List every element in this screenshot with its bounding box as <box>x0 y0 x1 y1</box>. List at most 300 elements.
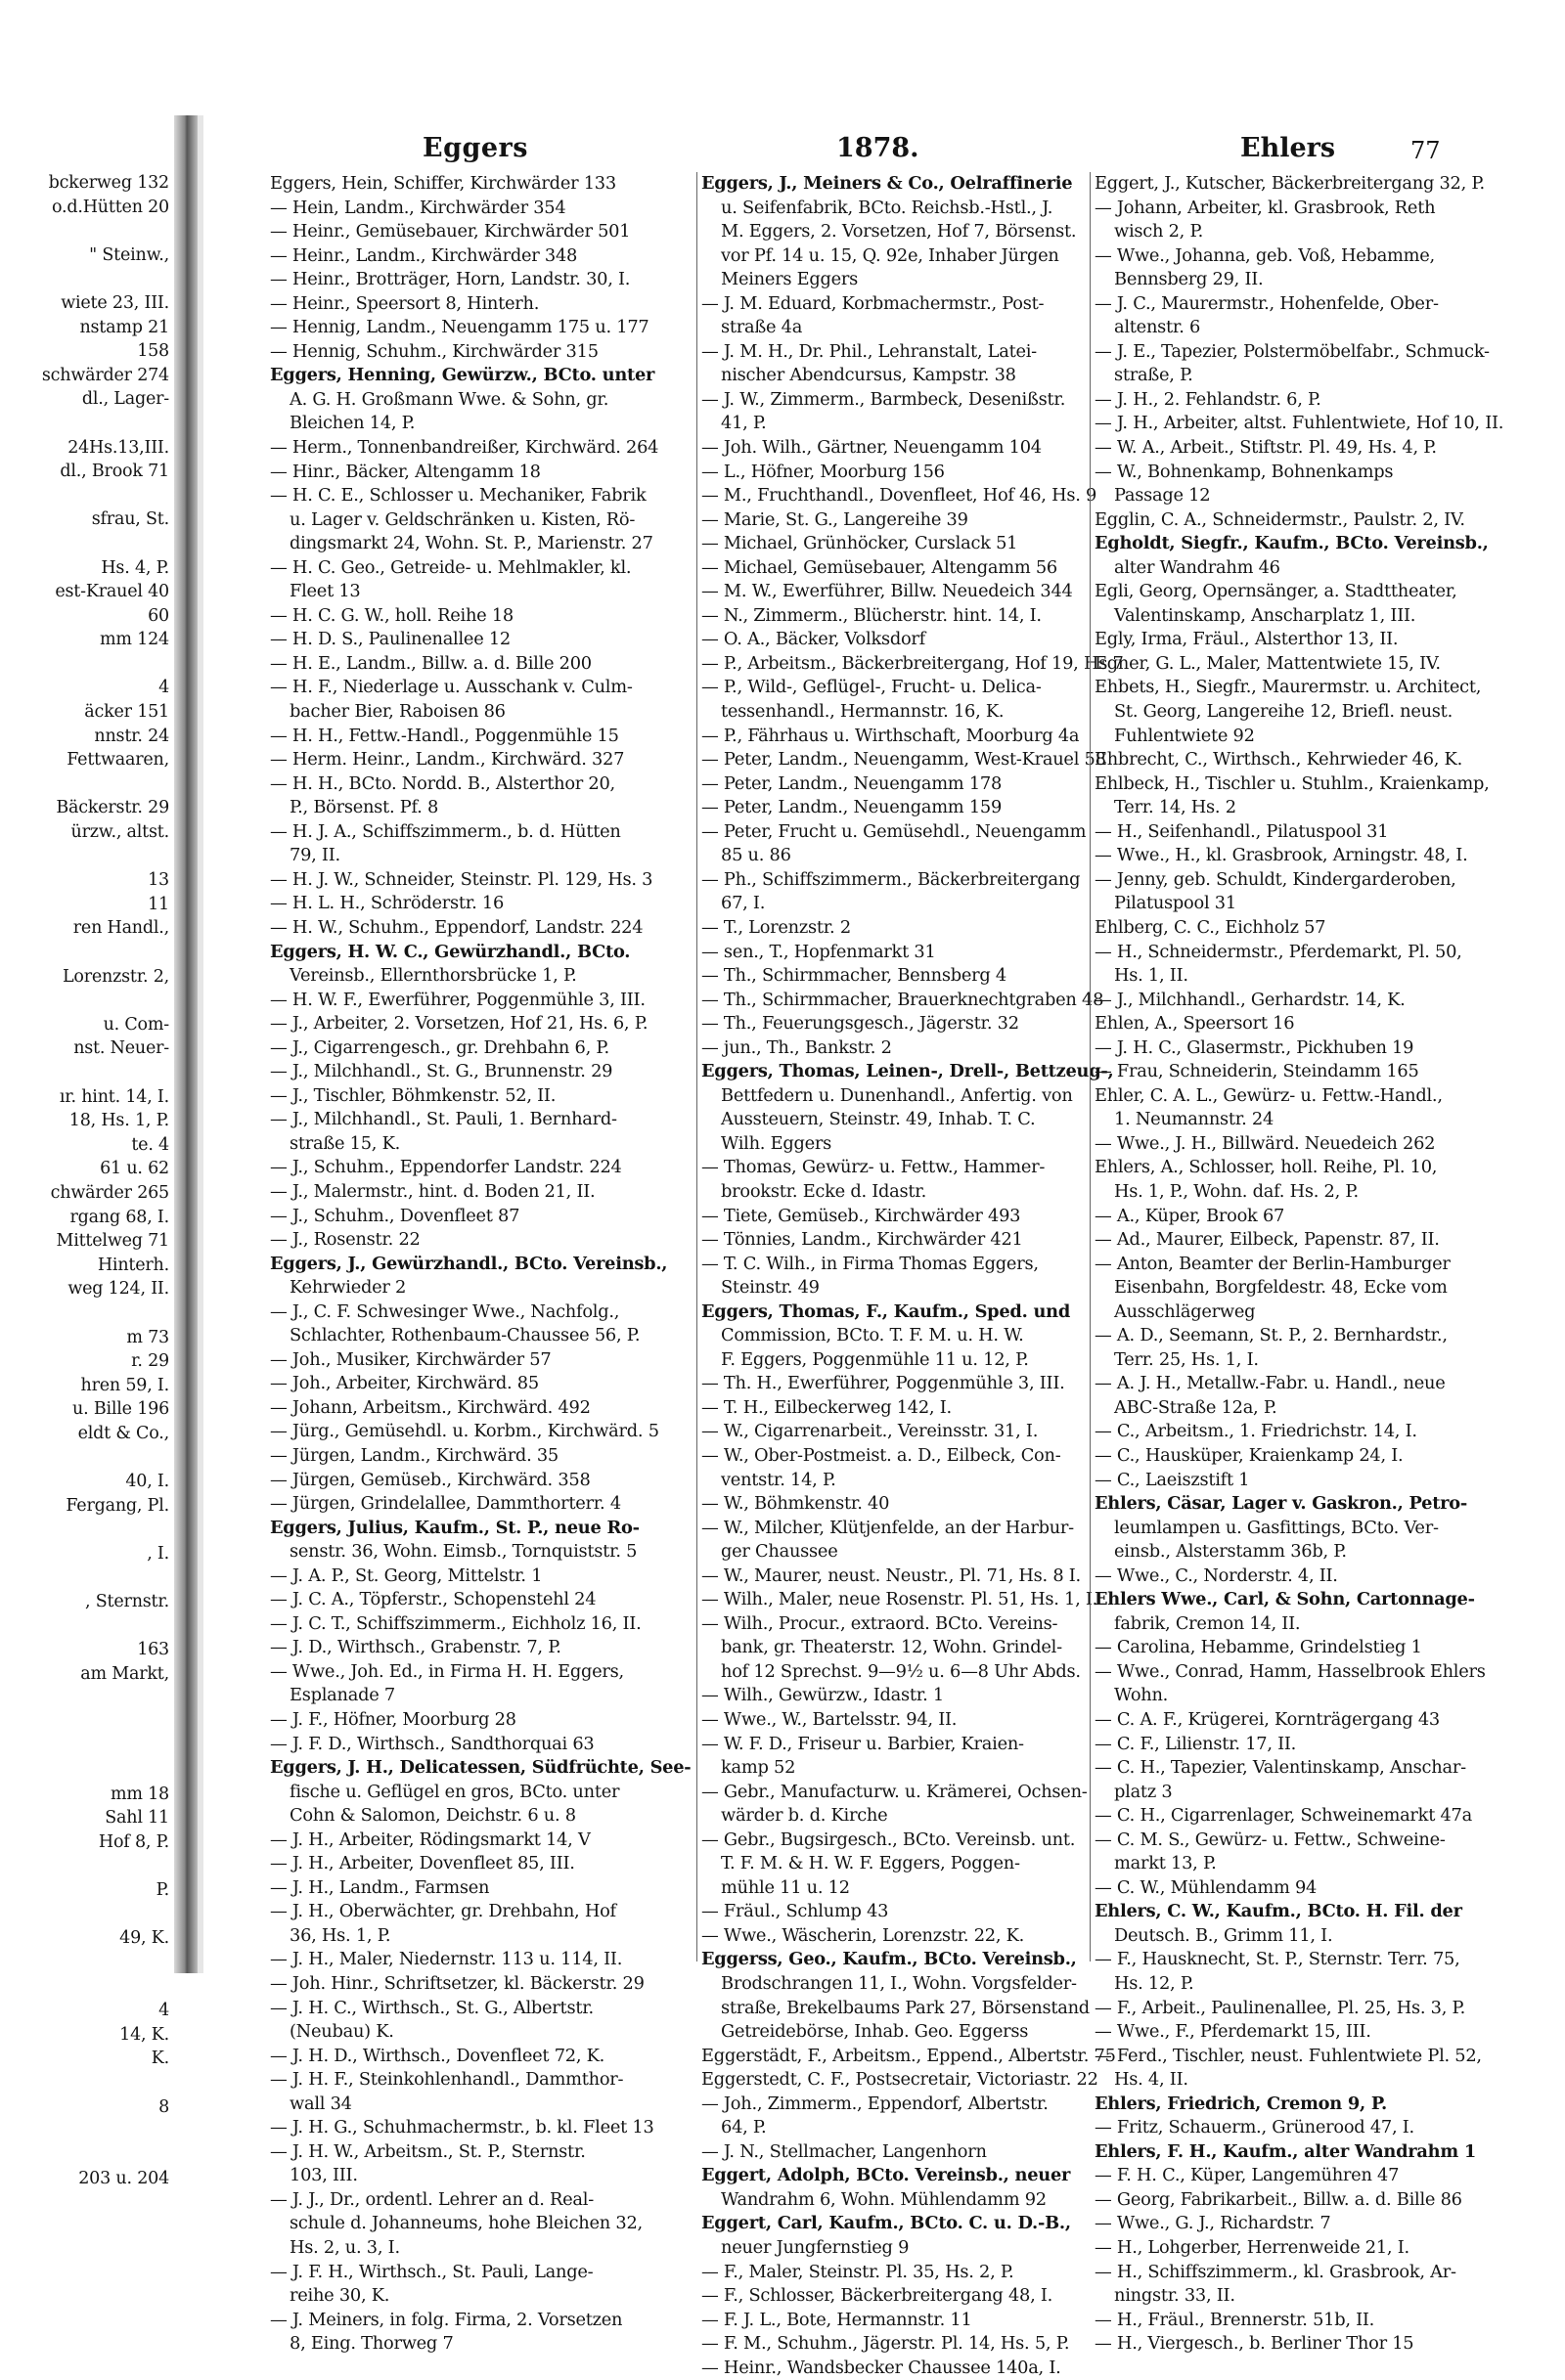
directory-column-3 <box>1090 172 1504 2355</box>
left-fragment-line <box>0 1710 171 1735</box>
directory-entry-line: — Herm., Tonnenbandreißer, Kirchwärd. 264 <box>270 437 659 459</box>
directory-entry-line: — Heinr., Gemüsebauer, Kirchwärder 501 <box>270 221 631 242</box>
directory-entry-line: — Joh. Wilh., Gärtner, Neuengamm 104 <box>701 437 1042 459</box>
left-fragment-line <box>0 2071 171 2095</box>
left-fragment-line <box>0 1975 171 2000</box>
directory-entry-line: — W., Maurer, neust. Neustr., Pl. 71, Hs. 8 I. <box>701 1565 1081 1586</box>
directory-entry-line: Hs. 2, u. 3, I. <box>290 2237 400 2259</box>
directory-entry-line: — Heinr., Wandsbecker Chaussee 140a, I. <box>701 2357 1061 2378</box>
left-fragment-line: Hinterh. <box>97 1255 169 1275</box>
directory-entry-line: straße, Brekelbaums Park 27, Börsenstand <box>721 1997 1090 2018</box>
directory-entry-line: mühle 11 u. 12 <box>721 1876 850 1898</box>
directory-entry-line: St. Georg, Langereihe 12, Briefl. neust. <box>1114 701 1453 723</box>
left-page-fragment <box>0 171 171 2189</box>
directory-entry-line: — Marie, St. G., Langereihe 39 <box>701 508 968 530</box>
directory-entry-line: u. Lager v. Geldschränken u. Kisten, Rö- <box>290 508 636 530</box>
left-fragment-line: te. 4 <box>131 1134 169 1155</box>
directory-entry-line: Hs. 12, P. <box>1114 1973 1194 1995</box>
directory-entry-line: T. F. M. & H. W. F. Eggers, Poggen- <box>721 1853 1020 1874</box>
directory-entry-line: — Joh., Musiker, Kirchwärder 57 <box>270 1348 552 1370</box>
directory-entry-line: — H. H., Fettw.-Handl., Poggenmühle 15 <box>270 725 619 746</box>
directory-entry-heading: Eggerss, Geo., Kaufm., BCto. Vereinsb., <box>701 1949 1077 1970</box>
directory-entry-line: — Hennig, Schuhm., Kirchwärder 315 <box>270 340 599 362</box>
directory-entry-line: — Jürgen, Landm., Kirchwärd. 35 <box>270 1444 559 1466</box>
directory-entry-line: Ehlbeck, H., Tischler u. Stuhlm., Kraienkamp, <box>1095 772 1490 794</box>
directory-entry-line: — J. A. P., St. Georg, Mittelstr. 1 <box>270 1565 543 1586</box>
directory-entry-line: F. Eggers, Poggenmühle 11 u. 12, P. <box>721 1348 1029 1370</box>
directory-entry-line: 41, P. <box>721 413 767 434</box>
directory-entry-line: (Neubau) K. <box>290 2021 394 2043</box>
left-fragment-line <box>0 989 171 1013</box>
directory-entry-line: P., Börsenst. Pf. 8 <box>290 797 439 818</box>
directory-entry-line: — Wwe., W., Bartelsstr. 94, II. <box>701 1709 958 1730</box>
directory-entry-line: — F., Maler, Steinstr. Pl. 35, Hs. 2, P. <box>701 2261 1014 2282</box>
directory-entry-line: — Joh., Zimmerm., Eppendorf, Albertstr. <box>701 2093 1049 2114</box>
directory-entry-line: — Th. H., Ewerführer, Poggenmühle 3, III. <box>701 1373 1065 1394</box>
directory-entry-line: — J. H., 2. Fehlandstr. 6, P. <box>1095 388 1321 410</box>
directory-entry-line: platz 3 <box>1114 1781 1173 1802</box>
directory-entry-line: — P., Wild-, Geflügel-, Frucht- u. Delica- <box>701 677 1042 698</box>
directory-entry-line: — H. C. E., Schlosser u. Mechaniker, Fabrik <box>270 485 647 507</box>
directory-entry-line: Bettfedern u. Dunenhandl., Anfertig. von <box>721 1084 1073 1106</box>
left-fragment-line <box>0 1903 171 1927</box>
directory-entry-line: — J., Arbeiter, 2. Vorsetzen, Hof 21, Hs. 6, P. <box>270 1013 648 1035</box>
left-fragment-line: nst. Neuer- <box>73 1038 169 1059</box>
directory-entry-heading: Eggers, Thomas, Leinen-, Drell-, Bettzeug-, <box>701 1061 1114 1082</box>
left-fragment-line: 61 u. 62 <box>100 1159 169 1179</box>
directory-entry-heading: Ehlers, Friedrich, Cremon 9, P. <box>1095 2093 1387 2114</box>
directory-entry-line: — jun., Th., Bankstr. 2 <box>701 1036 892 1058</box>
directory-entry-line: Vereinsb., Ellernthorsbrücke 1, P. <box>290 965 577 987</box>
left-fragment-line: , I. <box>147 1543 169 1564</box>
directory-entry-line: Bleichen 14, P. <box>290 413 416 434</box>
directory-entry-line: Ehlers, A., Schlosser, holl. Reihe, Pl. 10, <box>1095 1157 1438 1178</box>
directory-entry-line: — P., Arbeitsm., Bäckerbreitergang, Hof 19, Hs 7 <box>701 652 1124 674</box>
directory-entry-line: einsb., Alsterstamm 36b, P. <box>1114 1541 1347 1563</box>
directory-entry-line: — C., Laeiszstift 1 <box>1095 1469 1250 1490</box>
directory-entry-line: dingsmarkt 24, Wohn. St. P., Marienstr. 27 <box>290 533 653 554</box>
left-fragment-line: Mittelweg 71 <box>56 1231 169 1252</box>
directory-entry-line: — M., Fruchthandl., Dovenfleet, Hof 46, Hs. 9 <box>701 485 1097 507</box>
directory-entry-line: — Tiete, Gemüseb., Kirchwärder 493 <box>701 1205 1021 1226</box>
running-head-left: Eggers <box>423 133 528 163</box>
directory-entry-line: — H., Schneidermstr., Pferdemarkt, Pl. 50, <box>1095 941 1462 962</box>
directory-entry-line: — Anton, Beamter der Berlin-Hamburger <box>1095 1253 1451 1274</box>
left-fragment-line: m 73 <box>126 1327 169 1347</box>
directory-entry-line: — C. F., Lilienstr. 17, II. <box>1095 1733 1297 1754</box>
directory-entry-line: 85 u. 86 <box>721 845 791 866</box>
directory-entry-line: — Hennig, Landm., Neuengamm 175 u. 177 <box>270 317 649 338</box>
directory-entry-line: Getreidebörse, Inhab. Geo. Eggerss <box>721 2021 1029 2043</box>
directory-entry-line: — W. A., Arbeit., Stiftstr. Pl. 49, Hs. 4, P. <box>1095 437 1437 459</box>
left-fragment-line: ren Handl., <box>72 918 169 939</box>
directory-entry-heading: Eggert, Carl, Kaufm., BCto. C. u. D.-B., <box>701 2213 1071 2234</box>
directory-entry-line: — J. C. A., Töpferstr., Schopenstehl 24 <box>270 1589 597 1610</box>
directory-entry-heading: Eggers, J., Gewürzhandl., BCto. Vereinsb., <box>270 1253 668 1274</box>
directory-entry-line: — H., Schiffszimmerm., kl. Grasbrook, Ar- <box>1095 2261 1456 2282</box>
directory-entry-line: fische u. Geflügel en gros, BCto. unter <box>290 1781 620 1802</box>
directory-entry-line: — Fräul., Schlump 43 <box>701 1901 889 1922</box>
directory-entry-line: — C. H., Cigarrenlager, Schweinemarkt 47a <box>1095 1805 1472 1827</box>
directory-entry-line: Hs. 4, II. <box>1114 2069 1188 2091</box>
directory-entry-line: — Th., Schirmmacher, Brauerknechtgraben 48 <box>701 989 1104 1010</box>
directory-entry-line: Ehlen, A., Speersort 16 <box>1095 1013 1295 1035</box>
directory-entry-line: straße 15, K. <box>290 1132 401 1154</box>
directory-entry-line: alter Wandrahm 46 <box>1114 556 1280 578</box>
directory-entry-line: — Wwe., G. J., Richardstr. 7 <box>1095 2213 1331 2234</box>
directory-entry-line: — H. H., BCto. Nordd. B., Alsterthor 20, <box>270 772 615 794</box>
directory-entry-line: — J. H. D., Wirthsch., Dovenfleet 72, K. <box>270 2045 605 2066</box>
directory-entry-heading: Eggers, H. W. C., Gewürzhandl., BCto. <box>270 941 631 962</box>
left-fragment-line: est-Krauel 40 <box>55 582 169 602</box>
left-fragment-line: ürzw., altst. <box>70 822 169 843</box>
left-fragment-line: wiete 23, III. <box>61 292 169 313</box>
directory-entry-heading: Egholdt, Siegfr., Kaufm., BCto. Vereinsb., <box>1095 533 1489 554</box>
left-fragment-line: schwärder 274 <box>41 365 169 385</box>
directory-entry-line: — F. M., Schuhm., Jägerstr. Pl. 14, Hs. 5, P. <box>701 2333 1070 2355</box>
directory-entry-line: Ehbrecht, C., Wirthsch., Kehrwieder 46, K. <box>1095 749 1462 771</box>
directory-entry-line: — Tönnies, Landm., Kirchwärder 421 <box>701 1229 1023 1251</box>
left-fragment-line: 60 <box>148 605 169 626</box>
directory-entry-line: vor Pf. 14 u. 15, Q. 92e, Inhaber Jürgen <box>721 244 1059 266</box>
left-fragment-line <box>0 1735 171 1759</box>
left-fragment-line: dl., Lager- <box>81 389 169 410</box>
left-fragment-line <box>0 1686 171 1710</box>
left-fragment-line: nnstr. 24 <box>94 726 169 746</box>
directory-entry-line: — L., Höfner, Moorburg 156 <box>701 461 945 482</box>
directory-column-1 <box>270 172 693 2355</box>
directory-entry-line: Egly, Irma, Fräul., Alsterthor 13, II. <box>1095 629 1399 650</box>
directory-entry-line: — C. M. S., Gewürz- u. Fettw., Schweine- <box>1095 1829 1446 1850</box>
directory-entry-line: — Herm. Heinr., Landm., Kirchwärd. 327 <box>270 749 625 771</box>
directory-entry-line: Eisenbahn, Borgfeldestr. 48, Ecke vom <box>1114 1277 1448 1299</box>
left-fragment-line: dl., Brook 71 <box>60 462 169 482</box>
directory-entry-line: — Wwe., F., Pferdemarkt 15, III. <box>1095 2021 1371 2043</box>
left-fragment-line: Lorenzstr. 2, <box>62 966 169 987</box>
left-fragment-line <box>0 1614 171 1639</box>
directory-entry-line: — J. H., Oberwächter, gr. Drehbahn, Hof <box>270 1901 616 1922</box>
directory-entry-line: Fuhlentwiete 92 <box>1114 725 1255 746</box>
directory-entry-line: — Jürgen, Grindelallee, Dammthorterr. 4 <box>270 1493 621 1515</box>
left-fragment-line: hren 59, I. <box>80 1375 169 1395</box>
directory-entry-line: — Wwe., H., kl. Grasbrook, Arningstr. 48, I. <box>1095 845 1468 866</box>
directory-entry-line: Kehrwieder 2 <box>290 1277 407 1299</box>
left-fragment-line: 203 u. 204 <box>78 2169 169 2189</box>
directory-entry-line: Commission, BCto. T. F. M. u. H. W. <box>721 1325 1024 1346</box>
left-fragment-line: u. Com- <box>103 1014 169 1035</box>
directory-entry-line: — C. H., Tapezier, Valentinskamp, Anschar- <box>1095 1757 1466 1779</box>
directory-entry-line: — Jenny, geb. Schuldt, Kindergarderoben, <box>1095 868 1456 890</box>
directory-entry-line: — Joh. Hinr., Schriftsetzer, kl. Bäckerstr. 29 <box>270 1973 645 1995</box>
directory-entry-line: ventstr. 14, P. <box>721 1469 836 1490</box>
directory-entry-line: — Johann, Arbeitsm., Kirchwärd. 492 <box>270 1396 591 1418</box>
directory-entry-line: M. Eggers, 2. Vorsetzen, Hof 7, Börsenst. <box>721 221 1077 242</box>
directory-entry-line: wall 34 <box>290 2093 352 2114</box>
directory-entry-line: ger Chaussee <box>721 1541 838 1563</box>
directory-entry-line: — F., Arbeit., Paulinenallee, Pl. 25, Hs. 3, P. <box>1095 1997 1466 2018</box>
directory-entry-line: — W. F. D., Friseur u. Barbier, Kraien- <box>701 1733 1024 1754</box>
directory-entry-line: — H. J. W., Schneider, Steinstr. Pl. 129, Hs. 3 <box>270 868 653 890</box>
left-fragment-line: mm 18 <box>110 1784 169 1804</box>
directory-entry-line: — J., C. F. Schwesinger Wwe., Nachfolg., <box>270 1300 620 1322</box>
left-fragment-line: äcker 151 <box>84 702 169 723</box>
directory-entry-line: A. G. H. Großmann Wwe. & Sohn, gr. <box>290 388 609 410</box>
directory-entry-line: — J. D., Wirthsch., Grabenstr. 7, P. <box>270 1637 561 1658</box>
directory-entry-line: — Wwe., Conrad, Hamm, Hasselbrook Ehlers <box>1095 1660 1486 1682</box>
left-fragment-line <box>0 1445 171 1470</box>
directory-entry-line: — J., Malermstr., hint. d. Boden 21, II. <box>270 1180 596 1202</box>
running-head-year: 1878. <box>836 133 919 163</box>
directory-entry-line: — J. H., Arbeiter, altst. Fuhlentwiete, Hof 10, II. <box>1095 413 1504 434</box>
directory-entry-line: Eggers, Hein, Schiffer, Kirchwärder 133 <box>270 173 616 194</box>
directory-entry-line: — H., Lohgerber, Herrenweide 21, I. <box>1095 2237 1409 2259</box>
directory-entry-line: Valentinskamp, Anscharplatz 1, III. <box>1114 604 1416 626</box>
directory-entry-line: — F., Hausknecht, St. P., Sternstr. Terr. 75, <box>1095 1949 1460 1970</box>
directory-entry-heading: Eggert, Adolph, BCto. Vereinsb., neuer <box>701 2165 1071 2186</box>
directory-entry-line: Fleet 13 <box>290 581 361 602</box>
left-fragment-line: bckerweg 132 <box>48 173 169 193</box>
left-fragment-line: , Sternstr. <box>85 1592 169 1612</box>
directory-entry-line: — W., Cigarrenarbeit., Vereinsstr. 31, I. <box>701 1421 1039 1442</box>
directory-entry-heading: Eggers, Henning, Gewürzw., BCto. unter <box>270 365 655 386</box>
left-fragment-line: Fettwaaren, <box>67 750 169 771</box>
directory-entry-line: — Wwe., C., Norderstr. 4, II. <box>1095 1565 1338 1586</box>
left-fragment-line: 158 <box>137 341 169 362</box>
directory-entry-line: — Peter, Landm., Neuengamm 178 <box>701 772 1003 794</box>
directory-entry-line: — W., Böhmkenstr. 40 <box>701 1493 890 1515</box>
directory-entry-line: — J. E., Tapezier, Polstermöbelfabr., Schmuck- <box>1095 340 1490 362</box>
directory-entry-line: tessenhandl., Hermannstr. 16, K. <box>721 701 1005 723</box>
directory-entry-line: — Jürgen, Gemüseb., Kirchwärd. 358 <box>270 1469 591 1490</box>
directory-entry-line: — W., Bohnenkamp, Bohnenkamps <box>1095 461 1394 482</box>
directory-entry-line: — H. W. F., Ewerführer, Poggenmühle 3, III. <box>270 989 646 1010</box>
directory-entry-line: — Michael, Gemüsebauer, Altengamm 56 <box>701 556 1057 578</box>
left-fragment-line: o.d.Hütten 20 <box>51 197 169 217</box>
directory-entry-line: — Wwe., Joh. Ed., in Firma H. H. Eggers, <box>270 1660 624 1682</box>
directory-entry-line: — T., Lorenzstr. 2 <box>701 916 851 938</box>
directory-entry-line: straße 4a <box>721 317 803 338</box>
directory-entry-line: nischer Abendcursus, Kampstr. 38 <box>721 365 1016 386</box>
directory-entry-line: — J., Milchhandl., St. G., Brunnenstr. 29 <box>270 1061 613 1082</box>
directory-entry-line: — Gebr., Manufacturw. u. Krämerei, Ochsen- <box>701 1781 1088 1802</box>
directory-entry-line: hof 12 Sprechst. 9—9½ u. 6—8 Uhr Abds. <box>721 1660 1081 1682</box>
directory-entry-line: — H., Viergesch., b. Berliner Thor 15 <box>1095 2333 1414 2355</box>
directory-entry-heading: Ehlers Wwe., Carl, & Sohn, Cartonnage- <box>1095 1589 1475 1610</box>
left-fragment-line: Fergang, Pl. <box>66 1495 169 1516</box>
left-fragment-line: u. Bille 196 <box>72 1399 169 1420</box>
directory-entry-line: — H. E., Landm., Billw. a. d. Bille 200 <box>270 652 592 674</box>
left-fragment-line <box>0 1301 171 1326</box>
directory-entry-line: — J. H. F., Steinkohlenhandl., Dammthor- <box>270 2069 624 2091</box>
directory-entry-line: — Peter, Landm., Neuengamm 159 <box>701 797 1003 818</box>
directory-entry-line: — W., Milcher, Klütjenfelde, an der Harbur- <box>701 1517 1074 1538</box>
directory-entry-line: — C., Arbeitsm., 1. Friedrichstr. 14, I. <box>1095 1421 1417 1442</box>
directory-entry-heading: Eggers, J., Meiners & Co., Oelraffinerie <box>701 173 1073 194</box>
left-fragment-line: 49, K. <box>119 1928 169 1949</box>
directory-entry-line: — C. W., Mühlendamm 94 <box>1095 1876 1318 1898</box>
directory-entry-line: Passage 12 <box>1114 485 1211 507</box>
directory-entry-line: Hs. 1, P., Wohn. daf. Hs. 2, P. <box>1114 1180 1359 1202</box>
directory-entry-line: Ehlberg, C. C., Eichholz 57 <box>1095 916 1326 938</box>
directory-entry-line: wärder b. d. Kirche <box>721 1805 888 1827</box>
directory-entry-line: — H., Fräul., Brennerstr. 51b, II. <box>1095 2309 1375 2330</box>
directory-entry-line: — T. H., Eilbeckerweg 142, I. <box>701 1396 952 1418</box>
left-fragment-line: Hof 8, P. <box>98 1831 169 1852</box>
directory-entry-line: — Michael, Grünhöcker, Curslack 51 <box>701 533 1018 554</box>
directory-entry-line: — J. N., Stellmacher, Langenhorn <box>701 2140 987 2162</box>
directory-entry-line: — N., Zimmerm., Blücherstr. hint. 14, I. <box>701 604 1042 626</box>
directory-entry-line: Cohn & Salomon, Deichstr. 6 u. 8 <box>290 1805 576 1827</box>
directory-entry-line: — T. C. Wilh., in Firma Thomas Eggers, <box>701 1253 1039 1274</box>
directory-entry-line: 8, Eing. Thorweg 7 <box>290 2333 454 2355</box>
directory-entry-line: — J. H. G., Schuhmachermstr., b. kl. Fleet 13 <box>270 2117 654 2138</box>
left-fragment-line: 18, Hs. 1, P. <box>68 1111 169 1131</box>
left-fragment-line: 40, I. <box>125 1472 169 1492</box>
directory-entry-line: — A. D., Seemann, St. P., 2. Bernhardstr., <box>1095 1325 1448 1346</box>
directory-entry-line: reihe 30, K. <box>290 2285 390 2307</box>
directory-entry-line: — J., Milchhandl., Gerhardstr. 14, K. <box>1095 989 1406 1010</box>
directory-entry-line: — Heinr., Speersort 8, Hinterh. <box>270 292 540 314</box>
left-fragment-line <box>0 1061 171 1085</box>
left-fragment-line: 14, K. <box>119 2024 169 2045</box>
directory-entry-heading: Ehlers, F. H., Kaufm., alter Wandrahm 1 <box>1095 2140 1476 2162</box>
directory-entry-line: — Gebr., Bugsirgesch., BCto. Vereinsb. unt. <box>701 1829 1076 1850</box>
directory-entry-line: Ausschlägerweg <box>1114 1300 1256 1322</box>
directory-entry-line: — M. W., Ewerführer, Billw. Neuedeich 344 <box>701 581 1073 602</box>
directory-entry-line: — J., Schuhm., Eppendorfer Landstr. 224 <box>270 1157 622 1178</box>
left-fragment-line: " Steinw., <box>89 244 169 265</box>
directory-entry-line: — Hinr., Bäcker, Altengamm 18 <box>270 461 541 482</box>
left-fragment-line: 13 <box>148 870 169 891</box>
directory-entry-line: — Hein, Landm., Kirchwärder 354 <box>270 197 566 218</box>
left-fragment-line <box>0 484 171 508</box>
left-fragment-line: r. 29 <box>131 1351 169 1372</box>
directory-entry-line: — A., Küper, Brook 67 <box>1095 1205 1285 1226</box>
directory-entry-line: markt 13, P. <box>1114 1853 1217 1874</box>
left-fragment-line: 8 <box>158 2096 169 2117</box>
directory-entry-line: — J. F. H., Wirthsch., St. Pauli, Lange- <box>270 2261 594 2282</box>
directory-entry-heading: Ehlers, Cäsar, Lager v. Gaskron., Petro- <box>1095 1493 1468 1515</box>
directory-entry-line: — H. D. S., Paulinenallee 12 <box>270 629 511 650</box>
left-fragment-line: nstamp 21 <box>79 317 169 337</box>
directory-entry-line: — Ferd., Tischler, neust. Fuhlentwiete Pl. 52, <box>1095 2045 1482 2066</box>
directory-entry-heading: Eggers, Thomas, F., Kaufm., Sped. und <box>701 1300 1071 1322</box>
left-fragment-line: ır. hint. 14, I. <box>59 1086 169 1107</box>
directory-entry-line: bacher Bier, Raboisen 86 <box>290 701 506 723</box>
directory-entry-line: — Joh., Arbeiter, Kirchwärd. 85 <box>270 1373 539 1394</box>
directory-entry-line: — H., Seifenhandl., Pilatuspool 31 <box>1095 820 1389 842</box>
left-fragment-line: chwärder 265 <box>50 1182 169 1203</box>
directory-entry-line: fabrik, Cremon 14, II. <box>1114 1612 1301 1634</box>
directory-entry-line: 103, III. <box>290 2165 358 2186</box>
directory-entry-line: brookstr. Ecke d. Idastr. <box>721 1180 926 1202</box>
directory-entry-line: — J. H., Arbeiter, Dovenfleet 85, III. <box>270 1853 575 1874</box>
directory-entry-line: Eggerstedt, C. F., Postsecretair, Victoriastr. 22 <box>701 2069 1098 2091</box>
left-fragment-line: Hs. 4, P. <box>101 557 169 578</box>
left-fragment-line <box>0 1758 171 1783</box>
directory-entry-line: — Wilh., Maler, neue Rosenstr. Pl. 51, Hs. 1, I. <box>701 1589 1098 1610</box>
directory-entry-line: — J. H. W., Arbeitsm., St. P., Sternstr. <box>270 2140 586 2162</box>
directory-entry-line: — J. C., Maurermstr., Hohenfelde, Ober- <box>1095 292 1439 314</box>
left-fragment-line <box>0 772 171 797</box>
directory-entry-line: straße, P. <box>1114 365 1193 386</box>
directory-entry-line: — J. F., Höfner, Moorburg 28 <box>270 1709 516 1730</box>
directory-entry-line: Deutsch. B., Grimm 11, I. <box>1114 1924 1333 1946</box>
left-fragment-line: 4 <box>158 678 169 698</box>
directory-entry-line: Terr. 14, Hs. 2 <box>1114 797 1236 818</box>
directory-entry-line: Eggert, J., Kutscher, Bäckerbreitergang 32, P. <box>1095 173 1485 194</box>
directory-entry-line: — Ph., Schiffszimmerm., Bäckerbreitergang <box>701 868 1081 890</box>
directory-entry-line: Brodschrangen 11, I., Wohn. Vorgsfelder- <box>721 1973 1077 1995</box>
directory-entry-line: — Frau, Schneiderin, Steindamm 165 <box>1095 1061 1419 1082</box>
directory-entry-line: — J., Milchhandl., St. Pauli, 1. Bernhard- <box>270 1109 617 1130</box>
directory-entry-line: schule d. Johanneums, hohe Bleichen 32, <box>290 2213 643 2234</box>
left-fragment-line: rgang 68, I. <box>69 1207 169 1227</box>
directory-entry-line: — H. W., Schuhm., Eppendorf, Landstr. 224 <box>270 916 644 938</box>
directory-entry-line: — Heinr., Brotträger, Horn, Landstr. 30, I. <box>270 269 631 290</box>
left-fragment-line <box>0 412 171 436</box>
directory-entry-line: Egner, G. L., Maler, Mattentwiete 15, IV. <box>1095 652 1441 674</box>
left-fragment-line <box>0 2119 171 2143</box>
left-fragment-line: 4 <box>158 2001 169 2021</box>
directory-entry-line: Terr. 25, Hs. 1, I. <box>1114 1348 1259 1370</box>
directory-entry-line: ABC-Straße 12a, P. <box>1114 1396 1277 1418</box>
directory-entry-line: — Th., Schirmmacher, Bennsberg 4 <box>701 965 1006 987</box>
directory-entry-line: — Ad., Maurer, Eilbeck, Papenstr. 87, II. <box>1095 1229 1440 1251</box>
directory-entry-line: Ehler, C. A. L., Gewürz- u. Fettw.-Handl., <box>1095 1084 1443 1106</box>
directory-entry-heading: Eggers, J. H., Delicatessen, Südfrüchte, See- <box>270 1757 692 1779</box>
directory-entry-line: Steinstr. 49 <box>721 1277 820 1299</box>
directory-entry-line: Eggerstädt, F., Arbeitsm., Eppend., Albertstr. 75 <box>701 2045 1116 2066</box>
directory-entry-line: — H. L. H., Schröderstr. 16 <box>270 893 505 914</box>
running-head-right: Ehlers <box>1240 133 1336 163</box>
directory-entry-line: — A. J. H., Metallw.-Fabr. u. Handl., neue <box>1095 1373 1446 1394</box>
directory-entry-line: Wandrahm 6, Wohn. Mühlendamm 92 <box>721 2188 1047 2210</box>
left-fragment-line: Sahl 11 <box>105 1808 169 1829</box>
directory-entry-line: — H. C. Geo., Getreide- u. Mehlmakler, kl. <box>270 556 632 578</box>
directory-entry-line: — W., Ober-Postmeist. a. D., Eilbeck, Con- <box>701 1444 1061 1466</box>
directory-entry-line: — J., Schuhm., Dovenfleet 87 <box>270 1205 520 1226</box>
directory-entry-line: — J. H. C., Wirthsch., St. G., Albertstr. <box>270 1997 594 2018</box>
left-fragment-line <box>0 941 171 965</box>
directory-entry-line: kamp 52 <box>721 1757 796 1779</box>
directory-entry-line: Aussteuern, Steinstr. 49, Inhab. T. C. <box>721 1109 1036 1130</box>
directory-entry-line: — Wwe., Wäscherin, Lorenzstr. 22, K. <box>701 1924 1025 1946</box>
directory-entry-line: — Thomas, Gewürz- u. Fettw., Hammer- <box>701 1157 1046 1178</box>
left-fragment-line: 163 <box>137 1640 169 1660</box>
directory-entry-line: — O. A., Bäcker, Volksdorf <box>701 629 926 650</box>
left-fragment-line: eldt & Co., <box>77 1423 169 1443</box>
directory-entry-line: ningstr. 33, II. <box>1114 2285 1235 2307</box>
directory-entry-line: u. Seifenfabrik, BCto. Reichsb.-Hstl., J. <box>721 197 1053 218</box>
directory-entry-line: — J. C. T., Schiffszimmerm., Eichholz 16, II. <box>270 1612 642 1634</box>
directory-entry-line: — F. J. L., Bote, Hermannstr. 11 <box>701 2309 972 2330</box>
directory-entry-line: — J. H. C., Glasermstr., Pickhuben 19 <box>1095 1036 1414 1058</box>
left-fragment-line <box>0 845 171 869</box>
directory-entry-line: Hs. 1, II. <box>1114 965 1188 987</box>
directory-entry-line: — C., Hausküper, Kraienkamp 24, I. <box>1095 1444 1404 1466</box>
left-fragment-line <box>0 1518 171 1542</box>
directory-entry-line: — J. W., Zimmerm., Barmbeck, Desenißstr. <box>701 388 1066 410</box>
left-fragment-line <box>0 1951 171 1975</box>
directory-entry-line: neuer Jungfernstieg 9 <box>721 2237 910 2259</box>
directory-entry-line: 67, I. <box>721 893 766 914</box>
directory-entry-line: — J. H., Maler, Niedernstr. 113 u. 114, II. <box>270 1949 623 1970</box>
directory-entry-line: — Wwe., Johanna, geb. Voß, Hebamme, <box>1095 244 1435 266</box>
directory-entry-line: Egglin, C. A., Schneidermstr., Paulstr. 2, IV. <box>1095 508 1465 530</box>
directory-entry-line: 36, Hs. 1, P. <box>290 1924 391 1946</box>
directory-entry-line: — J. M. H., Dr. Phil., Lehranstalt, Latei- <box>701 340 1037 362</box>
